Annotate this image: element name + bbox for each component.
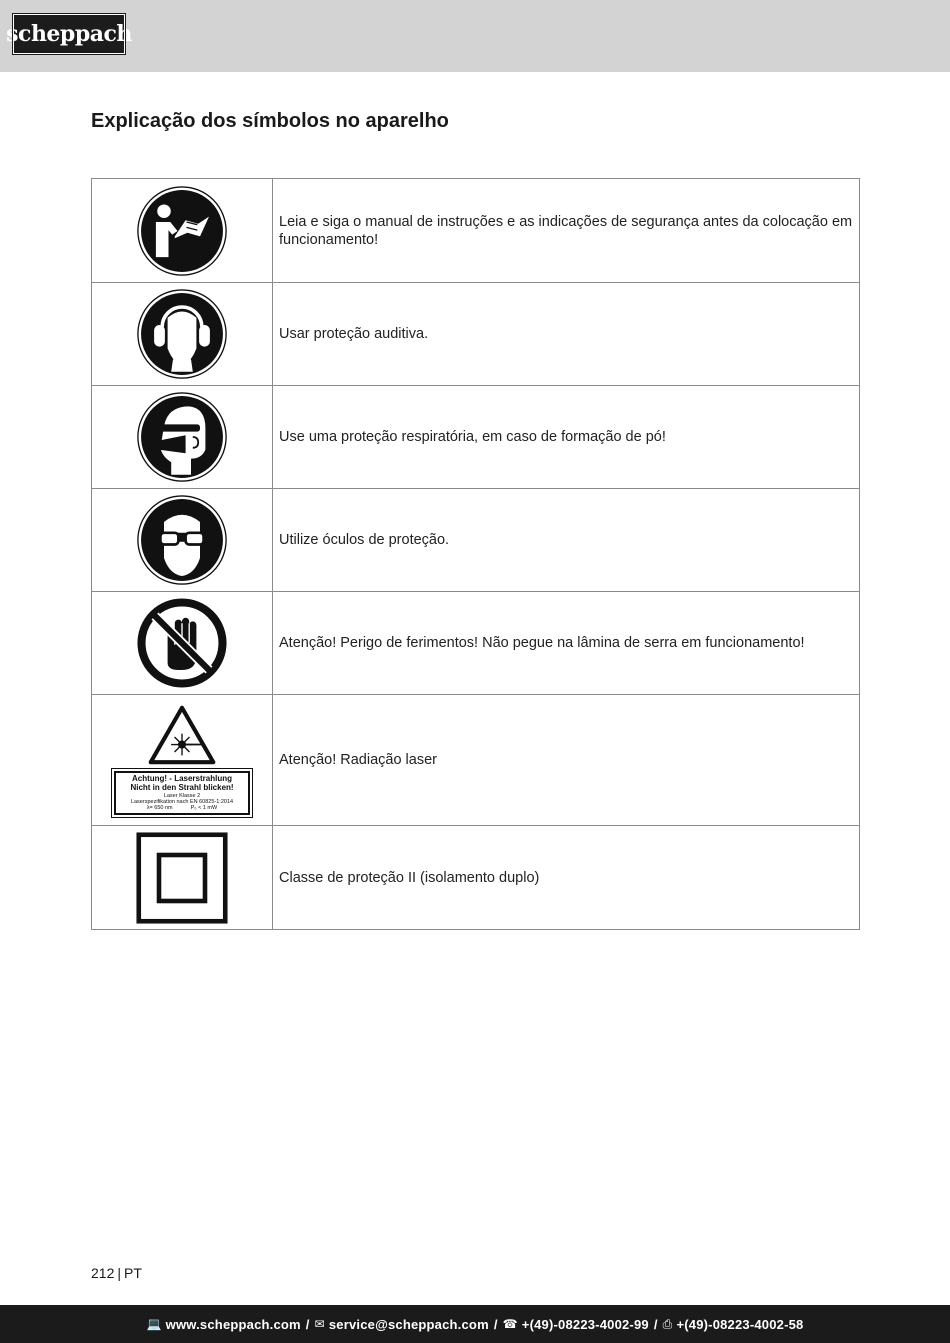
footer-fax: +(49)-08223-4002-58 [676, 1316, 804, 1332]
symbol-description: Usar proteção auditiva. [273, 283, 860, 386]
header-band [0, 0, 950, 72]
laser-label-values [116, 805, 248, 811]
table-row [92, 592, 860, 695]
page-number-line [91, 1265, 142, 1281]
table-row [92, 386, 860, 489]
scheppach-logo: scheppach [13, 14, 125, 54]
table-row [92, 695, 860, 826]
laser-symbol-group [92, 705, 272, 815]
icon-cell [92, 826, 273, 930]
laser-label-line2: Nicht in den Strahl blicken! [130, 782, 234, 792]
laser-warning-icon [148, 705, 216, 765]
laser-label-spec: Laserspezifikation nach EN 60825-1:2014 [130, 798, 234, 805]
table-row [92, 179, 860, 283]
phone-icon: ☎ [502, 1317, 518, 1331]
footer-contact-bar [0, 1305, 950, 1343]
icon-cell [92, 283, 273, 386]
laser-label-class: Laser Klasse 2 [163, 792, 201, 799]
mail-icon: ✉ [314, 1317, 325, 1331]
laser-wavelength: λ= 650 nm [146, 804, 173, 811]
page-separator: | [117, 1265, 121, 1281]
eye-protection-icon [137, 495, 227, 585]
footer-separator: / [653, 1316, 658, 1332]
symbol-description: Utilize óculos de proteção. [273, 489, 860, 592]
page-number: 212 [91, 1265, 115, 1281]
icon-cell [92, 489, 273, 592]
symbol-description: Leia e siga o manual de instruções e as indicações de segurança antes da colocação em funcionamento! [273, 179, 860, 283]
footer-separator: / [305, 1316, 310, 1332]
footer-phone[interactable]: +(49)-08223-4002-99 [521, 1316, 649, 1332]
footer-email[interactable]: service@scheppach.com [328, 1316, 489, 1332]
symbol-description: Classe de proteção II (isolamento duplo) [273, 826, 860, 930]
symbol-description: Use uma proteção respiratória, em caso de formação de pó! [273, 386, 860, 489]
computer-icon: 💻 [146, 1317, 162, 1331]
fax-icon: ⎙ [662, 1316, 673, 1331]
table-row [92, 826, 860, 930]
no-hands-icon [137, 598, 227, 688]
table-row [92, 283, 860, 386]
hearing-protection-icon [137, 289, 227, 379]
symbol-description: Atenção! Radiação laser [273, 695, 860, 826]
laser-label-line1: Achtung! - Laserstrahlung [131, 774, 232, 784]
icon-cell [92, 386, 273, 489]
symbol-description: Atenção! Perigo de ferimentos! Não pegue na lâmina de serra em funcionamento! [273, 592, 860, 695]
table-row [92, 489, 860, 592]
laser-power: P₀ < 1 mW [190, 804, 218, 811]
icon-cell [92, 592, 273, 695]
footer-separator: / [493, 1316, 498, 1332]
language-code: PT [124, 1265, 142, 1281]
read-manual-icon [137, 186, 227, 276]
respiratory-protection-icon [137, 392, 227, 482]
protection-class-ii-icon [136, 832, 228, 924]
symbols-table [91, 178, 860, 930]
icon-cell [92, 179, 273, 283]
icon-cell [92, 695, 273, 826]
footer-website[interactable]: www.scheppach.com [165, 1316, 301, 1332]
laser-warning-label [114, 771, 250, 815]
page-title: Explicação dos símbolos no aparelho [91, 110, 449, 132]
